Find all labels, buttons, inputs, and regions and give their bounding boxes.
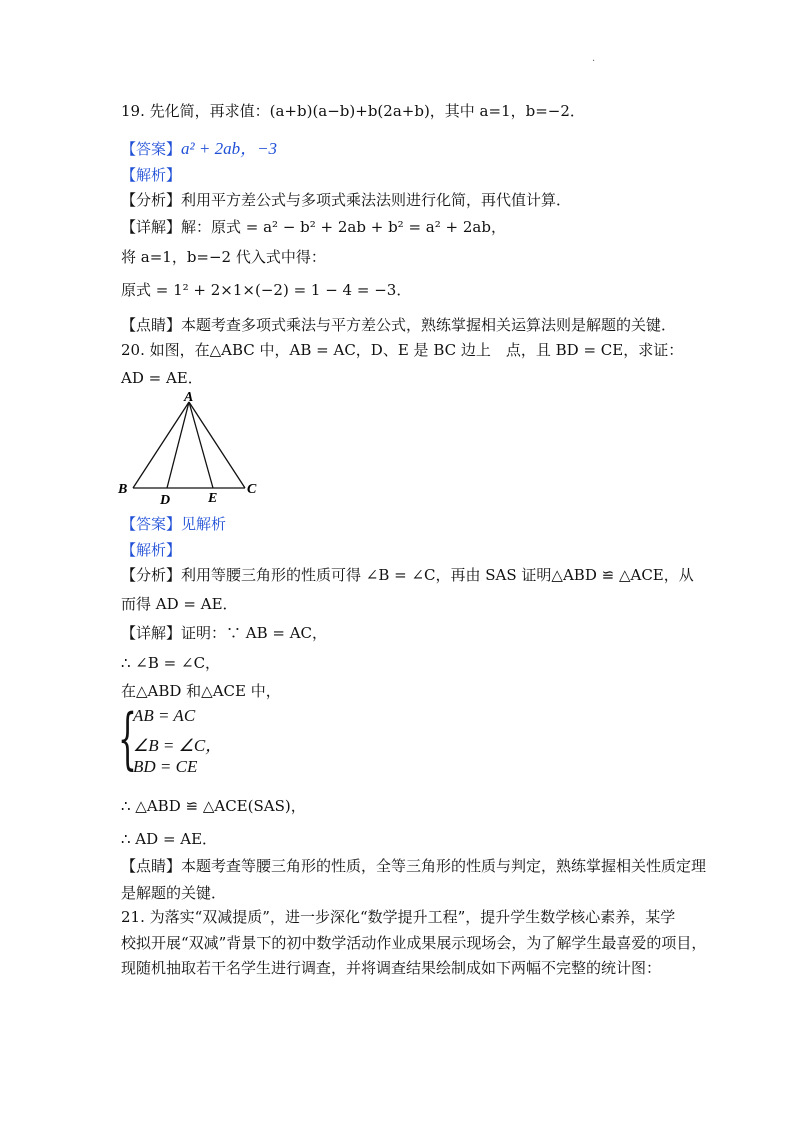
label-c: C bbox=[247, 482, 257, 497]
q20-proof-3: 在△ABD 和△ACE 中， bbox=[121, 682, 281, 700]
system-line-3: BD = CE bbox=[133, 757, 198, 776]
q19-substitute: 将 a=1，b=−2 代入式中得： bbox=[121, 248, 326, 266]
q20-answer: 【答案】见解析 bbox=[121, 515, 227, 533]
side-ab bbox=[133, 402, 189, 488]
q19-dianjing: 【点睛】本题考查多项式乘法与平方差公式，熟练掌握相关运算法则是解题的关键． bbox=[121, 316, 677, 334]
q19-answer-tag: 【答案】 bbox=[121, 140, 182, 158]
q21-line-2: 校拟开展“双减”背景下的初中数学活动作业成果展示现场会，为了解学生最喜爱的项目， bbox=[121, 934, 707, 952]
q20-dianjing-1: 【点睛】本题考查等腰三角形的性质，全等三角形的性质与判定，熟练掌握相关性质定理 bbox=[121, 857, 707, 875]
q20-dianjing-2: 是解题的关键． bbox=[121, 884, 227, 902]
q20-fenxi-2: 而得 AD = AE． bbox=[121, 595, 238, 613]
side-ac bbox=[189, 402, 245, 488]
q20-jiexi: 【解析】 bbox=[121, 541, 182, 559]
label-d: D bbox=[160, 493, 171, 505]
segment-ae bbox=[189, 402, 213, 488]
q20-proof-4: ∴ △ABD ≌ △ACE(SAS)， bbox=[121, 797, 306, 815]
page-dot: · bbox=[592, 56, 596, 67]
q19-result: 原式 = 1² + 2×1×(−2) = 1 − 4 = −3． bbox=[121, 281, 412, 299]
q20-fenxi-1: 【分析】利用等腰三角形的性质可得 ∠B = ∠C，再由 SAS 证明△ABD ≌ △ACE，从 bbox=[121, 566, 694, 584]
q20-proof-5: ∴ AD = AE． bbox=[121, 830, 218, 848]
q19-jiexi: 【解析】 bbox=[121, 166, 182, 184]
label-e: E bbox=[208, 491, 218, 505]
q20-proof-1: 【详解】证明：∵ AB = AC， bbox=[121, 624, 328, 642]
q20-proof-2: ∴ ∠B = ∠C， bbox=[121, 654, 221, 672]
q21-line-3: 现随机抽取若干名学生进行调查，并将调查结果绘制成如下两幅不完整的统计图： bbox=[121, 959, 662, 977]
system-line-1: AB = AC bbox=[133, 706, 196, 725]
q19-question: 19. 先化简，再求值：(a+b)(a−b)+b(2a+b)，其中 a=1，b=−2． bbox=[121, 102, 585, 120]
system-line-2: ∠B = ∠C， bbox=[133, 736, 223, 755]
q19-answer bbox=[121, 138, 277, 160]
label-a: A bbox=[184, 390, 194, 405]
q20-question-2: AD = AE． bbox=[121, 369, 203, 387]
q21-line-1: 21. 为落实“双减提质”，进一步深化“数学提升工程”，提升学生数学核心素养，某学 bbox=[121, 908, 676, 926]
system-brace: { bbox=[118, 700, 137, 777]
q19-fenxi: 【分析】利用平方差公式与多项式乘法法则进行化简，再代值计算． bbox=[121, 191, 572, 209]
segment-ad bbox=[167, 402, 189, 488]
q19-xiangjie: 【详解】解：原式 = a² − b² + 2ab + b² = a² + 2ab， bbox=[121, 218, 506, 236]
q20-question: 20. 如图，在△ABC 中，AB = AC，D、E 是 BC 边上 点，且 BD = CE，求证： bbox=[121, 341, 684, 359]
triangle-figure bbox=[115, 390, 265, 505]
q19-answer-text: a² + 2ab，−3 bbox=[181, 139, 278, 158]
label-b: B bbox=[118, 482, 128, 497]
